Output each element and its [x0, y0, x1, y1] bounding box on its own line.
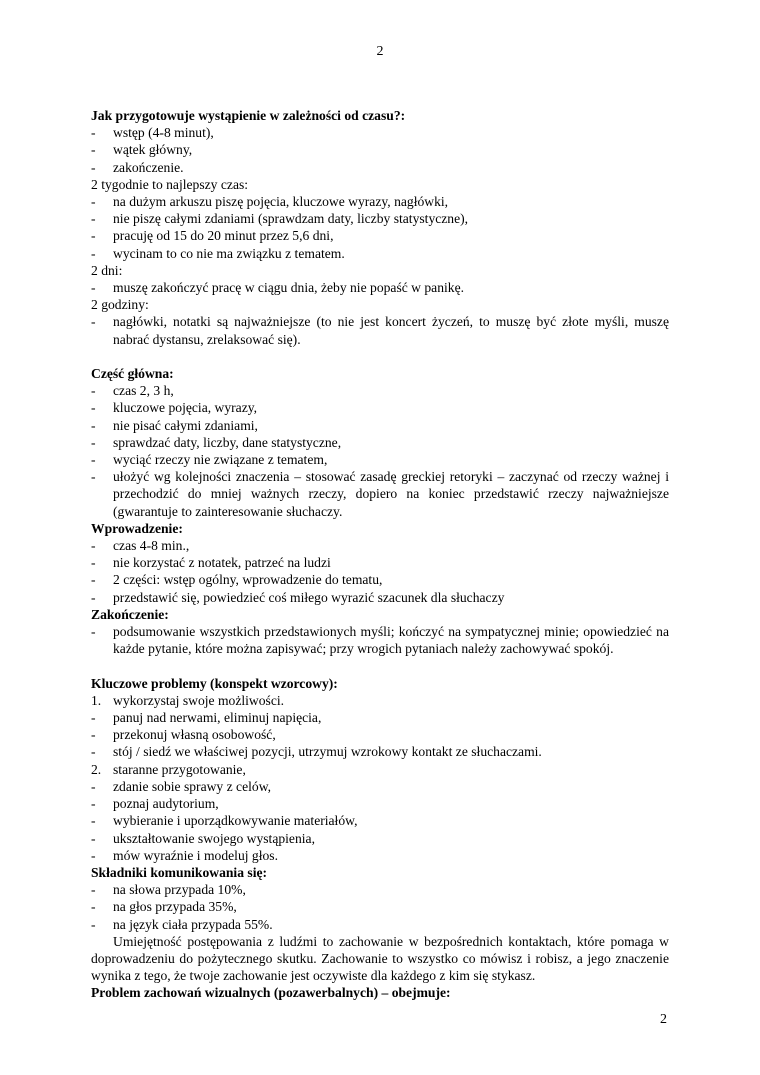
list-item-text: na język ciała przypada 55%. [113, 916, 273, 932]
list-item-text: na dużym arkuszu piszę pojęcia, kluczowe wyrazy, nagłówki, [113, 194, 449, 210]
list-item-text: czas 2, 3 h, [113, 383, 174, 399]
document-body [91, 107, 669, 1002]
list-marker: - [91, 727, 96, 743]
list-item-text: wybieranie i uporządkowywanie materiałów, [113, 813, 358, 829]
list-item-text: poznaj audytorium, [113, 796, 219, 812]
list-marker: - [91, 417, 96, 433]
list-item [91, 399, 669, 416]
list-marker: - [91, 452, 96, 468]
list-item [91, 193, 669, 210]
list-item-text: sprawdzać daty, liczby, dane statystyczne, [113, 434, 342, 450]
list-item [91, 571, 669, 588]
list-marker: - [91, 280, 96, 296]
list-item [91, 141, 669, 158]
list-item-text: muszę zakończyć pracę w ciągu dnia, żeby nie popaść w panikę. [113, 280, 465, 296]
list-item-text: ukształtowanie swojego wystąpienia, [113, 830, 315, 846]
list-item [91, 830, 669, 847]
list-item-text: nie korzystać z notatek, patrzeć na ludzi [113, 555, 331, 571]
list-marker: 1. [91, 692, 102, 708]
list-marker: 2. [91, 761, 102, 777]
list-item [91, 124, 669, 141]
list-item-text: wstęp (4-8 minut), [113, 125, 214, 141]
list-item-text: na głos przypada 35%, [113, 899, 237, 915]
list-item [91, 245, 669, 262]
list-marker: - [91, 899, 96, 915]
list-item [91, 279, 669, 296]
list-marker: - [91, 159, 96, 175]
list-marker: - [91, 194, 96, 210]
section-heading: Wprowadzenie: [91, 520, 183, 536]
list-marker: - [91, 847, 96, 863]
list-item-text: na słowa przypada 10%, [113, 882, 246, 898]
page-number-top: 2 [376, 44, 384, 59]
list-marker: - [91, 228, 96, 244]
list-item [91, 812, 669, 829]
list-item [91, 589, 669, 606]
list-item [91, 313, 669, 347]
list-marker: - [91, 572, 96, 588]
list-item-text: wykorzystaj swoje możliwości. [113, 692, 285, 708]
list-marker: - [91, 796, 96, 812]
paragraph: Umiejętność postępowania z ludźmi to zachowanie w bezpośrednich kontaktach, które pomaga w doprowadzeniu do pożytecznego skutku. Zachowanie to wszystko co mówisz i robisz, a jego znaczenie wynika z tego, że twoje zachowanie jest oczywiste dla każdego z kim się stykasz. [91, 933, 669, 984]
list-item [91, 743, 669, 760]
list-item-text: przedstawić się, powiedzieć coś miłego wyrazić szacunek dla słuchaczy [113, 589, 505, 605]
list-item-text: nie piszę całymi zdaniami (sprawdzam daty, liczby statystyczne), [113, 211, 469, 227]
list-marker: - [91, 469, 96, 485]
list-item-text: panuj nad nerwami, eliminuj napięcia, [113, 710, 322, 726]
list-item [91, 726, 669, 743]
list-item [91, 623, 669, 657]
list-item [91, 761, 669, 778]
list-item-text: staranne przygotowanie, [113, 761, 246, 777]
list-item [91, 417, 669, 434]
list-item-text: nie pisać całymi zdaniami, [113, 417, 258, 433]
list-marker: - [91, 710, 96, 726]
list-item [91, 382, 669, 399]
section-heading: Składniki komunikowania się: [91, 864, 268, 880]
list-marker: - [91, 744, 96, 760]
list-item [91, 468, 669, 520]
list-item-text: wątek główny, [113, 142, 193, 158]
list-item [91, 881, 669, 898]
list-item-text: nagłówki, notatki są najważniejsze (to nie jest koncert życzeń, to muszę być złote myśli, muszę nabrać dystansu, zrelaksować się). [113, 314, 669, 347]
list-item [91, 434, 669, 451]
list-marker: - [91, 916, 96, 932]
list-marker: - [91, 383, 96, 399]
list-marker: - [91, 400, 96, 416]
list-item-text: wycinam to co nie ma związku z tematem. [113, 245, 345, 261]
list-marker: - [91, 778, 96, 794]
list-item-text: mów wyraźnie i modeluj głos. [113, 847, 278, 863]
list-item [91, 795, 669, 812]
list-item-text: wyciąć rzeczy nie związane z tematem, [113, 452, 328, 468]
list-item [91, 778, 669, 795]
list-marker: - [91, 830, 96, 846]
list-item [91, 847, 669, 864]
text-line: 2 tygodnie to najlepszy czas: [91, 176, 249, 192]
text-line: 2 dni: [91, 262, 123, 278]
list-item-text: kluczowe pojęcia, wyrazy, [113, 400, 258, 416]
section-heading: Jak przygotowuje wystąpienie w zależności od czasu?: [91, 108, 406, 123]
list-marker: - [91, 125, 96, 141]
list-item [91, 159, 669, 176]
page-number-bottom: 2 [660, 1012, 667, 1027]
list-marker: - [91, 314, 96, 330]
list-item [91, 210, 669, 227]
list-marker: - [91, 434, 96, 450]
text-line: 2 godziny: [91, 297, 149, 313]
list-item-text: czas 4-8 min., [113, 538, 190, 554]
list-marker: - [91, 538, 96, 554]
list-item [91, 537, 669, 554]
list-item [91, 227, 669, 244]
list-item [91, 898, 669, 915]
list-item-text: 2 części: wstęp ogólny, wprowadzenie do tematu, [113, 572, 383, 588]
list-item-text: pracuję od 15 do 20 minut przez 5,6 dni, [113, 228, 334, 244]
section-heading: Kluczowe problemy (konspekt wzorcowy): [91, 675, 338, 691]
list-marker: - [91, 589, 96, 605]
section-heading: Problem zachowań wizualnych (pozawerbalnych) – obejmuje: [91, 985, 451, 1001]
list-item-text: stój / siedź we właściwej pozycji, utrzymuj wzrokowy kontakt ze słuchaczami. [113, 744, 542, 760]
section-heading: Zakończenie: [91, 606, 169, 622]
list-marker: - [91, 624, 96, 640]
list-item-text: zdanie sobie sprawy z celów, [113, 778, 272, 794]
list-marker: - [91, 245, 96, 261]
list-item [91, 916, 669, 933]
list-item-text: ułożyć wg kolejności znaczenia – stosować zasadę greckiej retoryki – zaczynać od rzeczy ważnej i przechodzić do mniej ważnych rzeczy, dopiero na koniec przedstawić rzeczy najważniejsze (gwarantuje to zainteresowanie słuchaczy. [113, 469, 669, 519]
list-item [91, 692, 669, 709]
section-heading: Część główna: [91, 366, 174, 382]
list-item-text: zakończenie. [113, 159, 184, 175]
list-item [91, 709, 669, 726]
blank-line [91, 657, 669, 674]
list-item [91, 554, 669, 571]
list-item [91, 451, 669, 468]
list-marker: - [91, 813, 96, 829]
list-marker: - [91, 142, 96, 158]
list-item-text: przekonuj własną osobowość, [113, 727, 276, 743]
list-marker: - [91, 211, 96, 227]
list-marker: - [91, 555, 96, 571]
blank-line [91, 348, 669, 365]
list-marker: - [91, 882, 96, 898]
list-item-text: podsumowanie wszystkich przedstawionych myśli; kończyć na sympatycznej minie; opowiedzieć na każde pytanie, które można zapisywać; przy wrogich pytaniach należy zachowywać spokój. [113, 624, 669, 657]
